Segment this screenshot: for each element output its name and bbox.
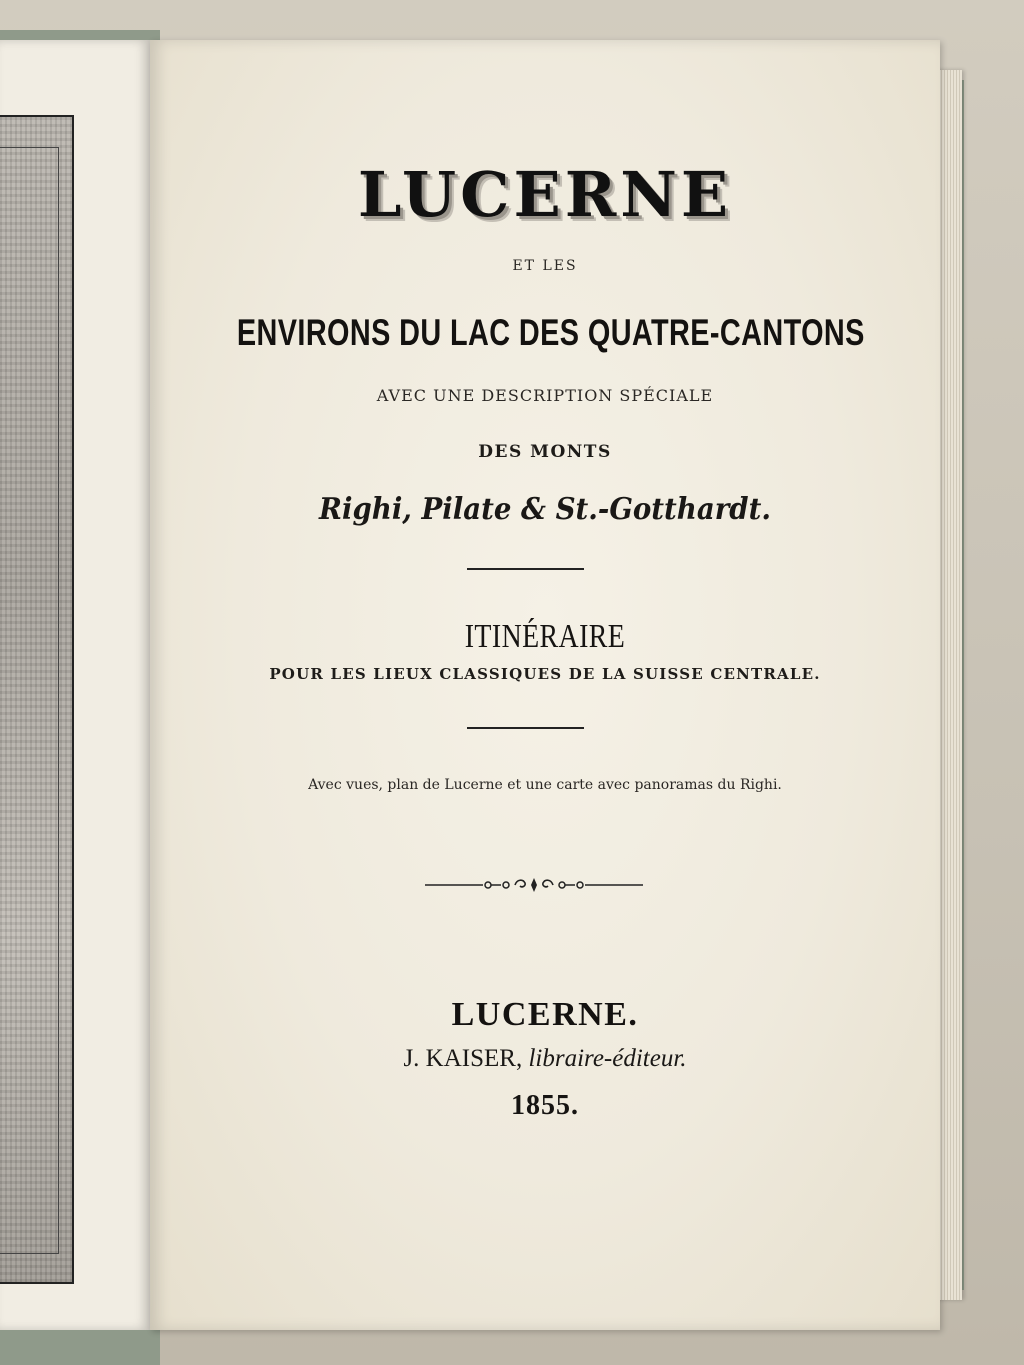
- illustrations-note: Avec vues, plan de Lucerne et une carte avec panoramas du Righi.: [308, 777, 782, 793]
- engraved-plate: [0, 115, 74, 1284]
- conjunction-text: ET LES: [512, 258, 578, 274]
- des-monts-line: DES MONTS: [478, 442, 612, 462]
- mountains-line: Righi, Pilate & St.-Gotthardt.: [319, 492, 771, 527]
- subtitle: ENVIRONS DU LAC DES QUATRE-CANTONS: [236, 312, 865, 353]
- imprint-publisher: [150, 1045, 940, 1073]
- imprint-year: 1855.: [511, 1090, 579, 1121]
- title-page: [150, 40, 940, 1330]
- divider-rule: [467, 727, 584, 729]
- main-title: LUCERNE: [357, 158, 733, 231]
- publisher-role: libraire-éditeur.: [528, 1045, 687, 1072]
- description-line: AVEC UNE DESCRIPTION SPÉCIALE: [376, 386, 714, 405]
- imprint-city: LUCERNE.: [451, 996, 639, 1033]
- itineraire-heading: ITINÉRAIRE: [464, 618, 626, 655]
- publisher-name: J. KAISER,: [403, 1045, 523, 1072]
- frontispiece-page: [0, 40, 150, 1330]
- itineraire-subheading: POUR LES LIEUX CLASSIQUES DE LA SUISSE CENTRALE.: [269, 665, 821, 683]
- ornament-icon: [425, 876, 643, 894]
- divider-rule: [467, 568, 584, 570]
- plate-border: [0, 147, 59, 1254]
